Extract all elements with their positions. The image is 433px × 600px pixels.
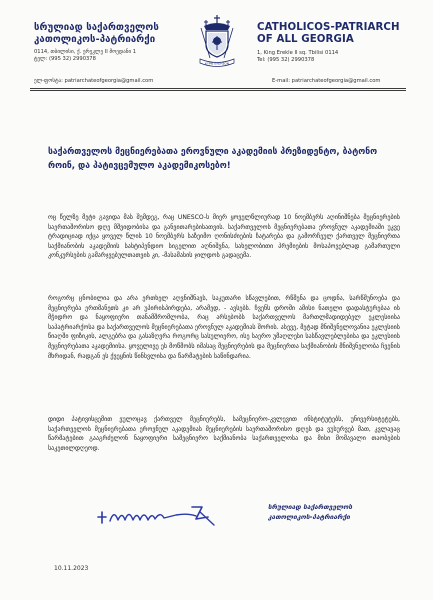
letter-paragraph-1: ოც წელზე მეტი გავიდა მას შემდეგ, რაც UNESCO-ს მიერ ყოველწლიურად 10 ნოემბერს აღინიშნება მეცნიერების საერთაშორისო დღე მშვიდობისა და განვითარებისათვის. საქართველოს მეცნიერებათა ეროვნულ აკადემიაში უკვე ტრადიციად იქცა ყოველ წლის 10 ნოემბერს საზეიმო ღონისძიების ჩატარება და გამორჩეულ ქართველ მეცნიერთა საქმიანობის აკადემიის სასტიპენდიო სიგელით აღნიშვნა, სახელობითი პრემიების მოსაპოვებლად გამართული კონკურსების გამარჯვებულთათვის კი, -მასამასის ჯილდოს გადაცემა. — [48, 214, 400, 260]
letter-paragraph-3: დიდი პატივისცემით ვულოცავ ქართველ მეცნიერებს, სამეცნიერო-კვლევით ინსტიტუტებს, უნივერსიტეტებს, საქართველოს მეცნიერებათა ეროვნულ აკადემიას მეცნიერების საერთაშორისო დღეს და ვუსურვებ მათ, კვლავაც წარმატებით გააგრძელონ ნაყოფიერი სამეცნიერო საქმიანობა საქართველოსა და მისი მომავალი თაობების საკეთილდღეოდ. — [48, 416, 400, 452]
org-name-georgian-line2: კათოლიკოს-პატრიარქი — [34, 34, 156, 45]
letter-paragraph-2: როგორც ცნობილია და არა ერთხელ აღვნიშნავს, საკუთარი სწავლებით, რწმენა და ცოდნა, სარწმუნოება და მეცნიერება ერთმანეთს კი არ უპირისპირდება, არამედ, - ავსებს. ჩვენს დროში ამისი ნათელი დადასტურებაა ის მჭიდრო და ნაყოფიერი თანამშრომლობა, რაც არსებობს საქართველოს მართლმადიდებელ ეკლესიისა საპატრიარქოსა და საქართველოს მეცნიერებათა ეროვნულ აკადემიას შორის. ასევე, მეტად მნიშვნელოვანია ეკლესიის წიაღში ფიზიკის, ალგებრა და გასაზღვრა როგორც სასულიერო, ისე საერო უმაღლესი სასწავლებლებისა და ეკლესიის მეცნიერებათა აკადემიისა. ყოველივე ეს მოწმობს იმასაც მეცნიერების და მეცნიერთა საქმიანობის მნიშვნელობა ჩვენის მხრიდან, რადგან ეს ქვეყნის წინსვლისა და წარმატების საწინდარია. — [48, 295, 400, 360]
org-name-georgian-line1: სრულიად საქართველოს — [34, 22, 159, 33]
email-english: E-mail: patriarchateofgeorgia@gmail.com — [272, 78, 381, 84]
address-georgian: 0114, თბილისი, ქ. ერეკლე II მოედანი 1 — [34, 49, 137, 55]
patriarchate-emblem-icon — [198, 14, 236, 70]
signer-title — [268, 502, 352, 522]
signer-line-1: სრულიად საქართველოს — [268, 503, 353, 511]
emblem-motto: ΚΥΡΙΕ ΕΛΕΗΣΟΝ — [205, 61, 229, 66]
header-divider-thin — [30, 90, 406, 91]
signer-line-2: კათოლიკოს-პატრიარქი — [268, 513, 350, 521]
header-georgian — [34, 22, 184, 62]
phone-english: Tel: (995 32) 2990378 — [257, 56, 315, 63]
org-name-english-line2: OF ALL GEORGIA — [257, 34, 354, 45]
handwritten-signature — [92, 503, 222, 529]
org-name-english-line1: CATHOLICOS-PATRIARCH — [257, 22, 400, 33]
header-divider — [30, 88, 406, 89]
letter-date: 10.11.2023 — [54, 565, 89, 572]
phone-georgian: ტელ: (995 32) 2990378 — [34, 55, 96, 62]
email-georgian: ელ-ფოსტა: patriarchateofgeorgia@gmail.com — [34, 78, 154, 84]
header-english — [257, 22, 407, 63]
letter-salutation: საქართველოს მეცნიერებათა ეროვნული აკადემიის პრეზიდენტო, ბატონო როინ, და პატივცემულო აკადემიკოსებო! — [48, 147, 378, 171]
address-english: 1, King Erekle II sq. Tbilisi 0114 — [257, 50, 339, 56]
